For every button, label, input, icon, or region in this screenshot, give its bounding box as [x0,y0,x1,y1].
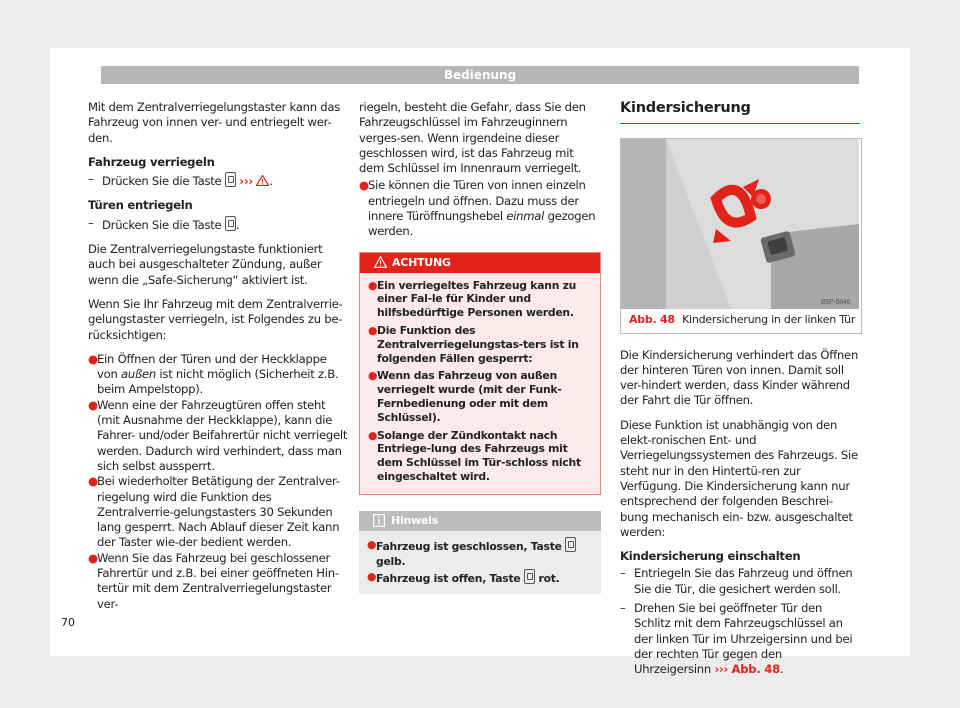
hint-item: ● Fahrzeug ist offen, Taste rot. [367,569,560,585]
warning-title: ACHTUNG [392,255,451,269]
dash-marker: – [88,172,94,187]
paragraph: riegeln, besteht die Gefahr, dass Sie den Fahrzeugschlüssel im Fahrzeuginnern verges-sen. Wenn irgendeine dieser geschlossen wird, ist das Fahrzeug mit dem Schlüssel im Innenraum verriegelt. [359,100,586,176]
door-lock-illustration [621,139,859,309]
bullet-icon: ● [88,351,98,366]
bullet-icon: ● [368,278,378,292]
dash-marker: – [620,601,626,616]
lock-key-icon [225,172,236,187]
warning-body [360,273,600,494]
section-title: Kindersicherung [620,101,860,124]
hint-box [359,511,601,594]
lock-step [88,172,350,189]
figure-code: B5P-0846 [821,299,851,307]
dash-marker: – [620,566,626,581]
bullet-item: ● Ein Öffnen der Türen und der Heckklappe von außen ist nicht möglich (Sicherheit z.B. beim Ampelstopp). [88,351,339,397]
bullet-icon: ● [368,428,378,442]
warning-header [360,253,600,273]
bullet-icon: ● [88,474,98,489]
figure [620,138,862,333]
bullet-icon: ● [368,369,378,383]
warning-triangle-icon [256,175,269,186]
lock-step-period: . [269,174,273,189]
section-header: Bedienung [101,66,859,84]
arrows-marker: ››› [714,662,729,677]
unlock-step-period: . [235,217,240,232]
column-right [620,101,860,687]
arrows-marker: ››› [239,174,253,189]
warning-item: ● Solange der Zündkontakt nach Entriege-lung des Fahrzeugs mit dem Schlüssel im Tür-schloss nicht eingeschaltet wird. [368,428,581,484]
hint-title: Hinweis [391,513,438,527]
warning-triangle-icon [374,256,387,268]
step: – Entriegeln Sie das Fahrzeug und öffnen Sie die Tür, die gesichert werden soll. [620,566,853,596]
warning-box [359,252,601,495]
bullet-item: ● Wenn eine der Fahrzeugtüren offen steht (mit Ausnahme der Heckklappe), kann die Fahrer- und/oder Beifahrertür nicht verriegelt werden. Dadurch wird verhindert, dass man sich selbst aussperrt. [88,397,348,473]
bullet-icon: ● [367,537,377,551]
unlock-key-icon [225,216,236,231]
info-icon [373,514,385,527]
bullet-item: ● Bei wiederholter Betätigung der Zentralver-riegelung wird die Funktion des Zentralverrie-gelungstasters 30 Sekunden lang gesperrt. Nach Ablauf dieser Zeit kann der Taster wie-der bedient werden. [88,474,340,550]
lock-heading: Fahrzeug verriegeln [88,154,215,169]
unlock-heading: Türen entriegeln [88,198,193,213]
intro-paragraph: Mit dem Zentralverriegelungstaster kann das Fahrzeug von innen ver- und entriegelt wer-den. [88,100,341,145]
paragraph: Diese Funktion ist unabhängig von den elekt-ronischen Ent- und Verriegelungssystemen des Fahrzeugs. Sie steht nur in den Hintertü-ren zur Verfügung. Die Kindersicherung kann nur entsprechend der folgenden Beschrei-bung mechanisch ein- bzw. ausgeschaltet werden: [620,417,858,539]
bullet-item: ● Sie können die Türen von innen einzeln entriegeln und öffnen. Dazu muss der innere Türöffnungshebel einmal gezogen werden. [359,178,596,239]
bullet-icon: ● [367,569,377,583]
hint-header [359,511,601,531]
warning-item: ● Ein verriegeltes Fahrzeug kann zu einer Fal-le für Kinder und hilfsbedürftige Personen werden. [368,278,577,320]
unlock-step-text: Drücken Sie die Taste [102,217,222,232]
figure-link[interactable]: Abb. 48 [731,662,780,677]
on-heading: Kindersicherung einschalten [620,549,801,564]
column-middle [359,100,601,594]
hint-item: ● Fahrzeug ist geschlossen, Taste gelb. [367,537,593,569]
figure-ref: Abb. 48 [629,313,675,327]
key-icon [565,537,576,552]
step: – Drehen Sie bei geöffneter Tür den Schlitz mit dem Fahrzeugschlüssel an der linken Tür im Uhrzeigersinn und bei der rechten Tür gegen den Uhrzeigersinn ››› Abb. 48. [620,601,853,677]
lock-step-text: Drücken Sie die Taste [102,174,222,189]
dash-marker: – [88,215,94,230]
column-left [88,100,350,612]
warning-item: ● Wenn das Fahrzeug von außen verriegelt wurde (mit der Funk-Fernbedienung oder mit dem Schlüssel). [368,369,562,424]
bullet-icon: ● [88,550,98,565]
bullet-item: ● Wenn Sie das Fahrzeug bei geschlossener Fahrertür und z.B. bei einer geöffneten Hin-tertür mit dem Zentralverriegelungstaster ver- [88,550,339,611]
figure-caption [621,309,861,332]
paragraph: Wenn Sie Ihr Fahrzeug mit dem Zentralverrie-gelungstaster verriegeln, ist Folgendes zu be-rücksichtigen: [88,296,343,342]
paragraph: Die Zentralverriegelungstaste funktioniert auch bei ausgeschalteter Zündung, außer wenn die „Safe-Sicherung“ aktiviert ist. [88,242,323,287]
bullet-icon: ● [359,178,369,193]
unlock-step [88,216,350,233]
warning-item: ● Die Funktion des Zentralverriegelungstas-ters ist in folgenden Fällen gesperrt: [368,324,579,365]
page-number: 70 [61,616,75,629]
caption-text: Kindersicherung in der linken Tür [682,313,856,327]
hint-body [359,531,601,594]
bullet-icon: ● [368,324,378,338]
key-icon [524,569,535,584]
paragraph: Die Kindersicherung verhindert das Öffnen der hinteren Türen von innen. Damit soll ver-hindert werden, dass Kinder während der Fahrt die Tür öffnen. [620,347,859,408]
bullet-icon: ● [88,397,98,412]
